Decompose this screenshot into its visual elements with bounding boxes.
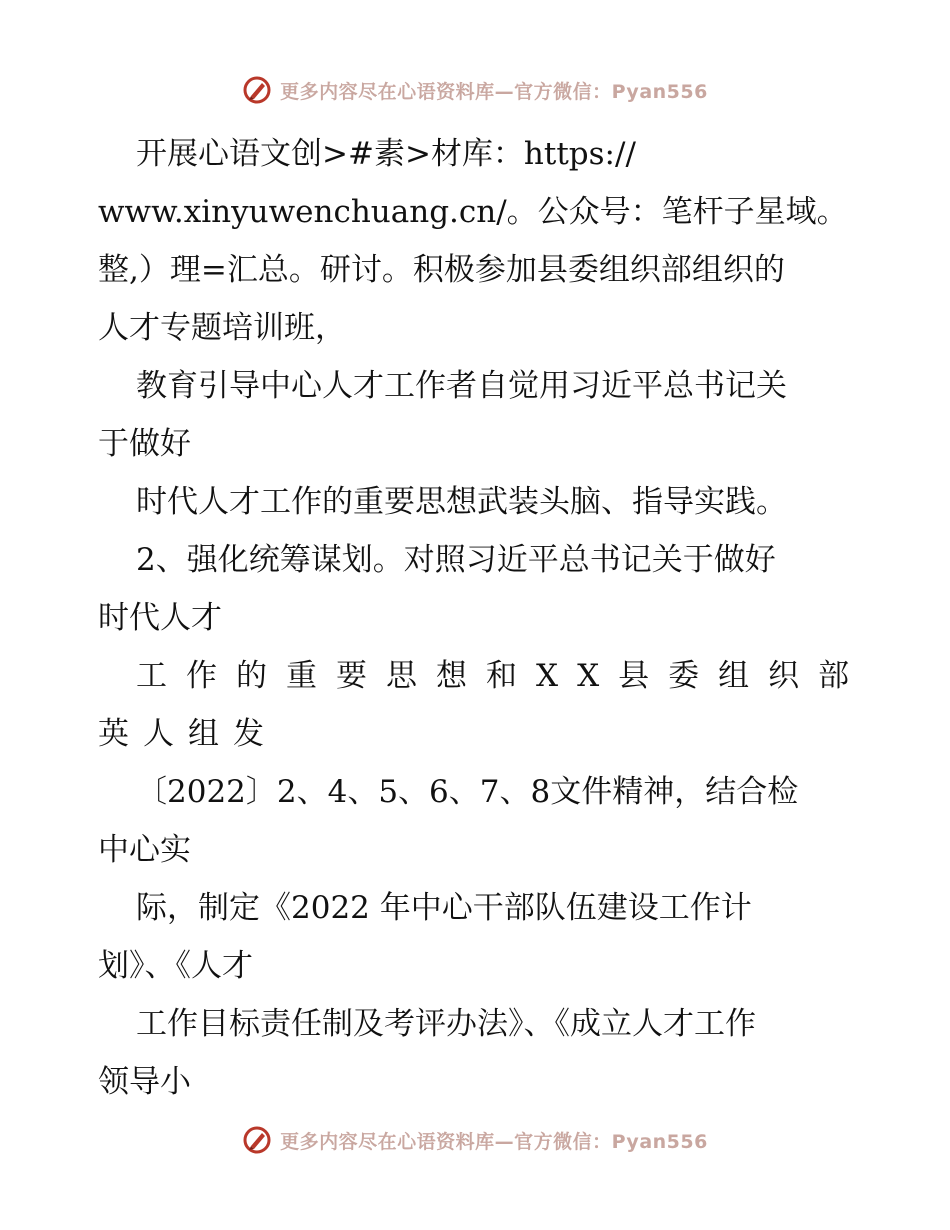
watermark-text: 更多内容尽在心语资料库—官方微信：Pyan556 bbox=[280, 80, 708, 103]
text-line: 划》、《人才 bbox=[98, 948, 253, 984]
text-line: 教育引导中心人才工作者自觉用习近平总书记关 bbox=[136, 368, 787, 404]
text-line: 整,）理=汇总。研讨。积极参加县委组织部组织的 bbox=[98, 252, 785, 288]
pen-logo-icon bbox=[242, 75, 272, 105]
text-line: 2、强化统筹谋划。对照习近平总书记关于做好 bbox=[136, 542, 776, 578]
text-line: 工作目标责任制及考评办法》、《成立人才工作 bbox=[136, 1006, 756, 1042]
text-line: 于做好 bbox=[98, 426, 191, 462]
text-line: 〔2022〕2、4、5、6、7、8文件精神，结合检 bbox=[136, 774, 799, 810]
text-line: 时代人才工作的重要思想武装头脑、指导实践。 bbox=[136, 484, 787, 520]
text-line: 开展心语文创>#素>材库：https:// bbox=[136, 136, 636, 172]
text-line: www.xinyuwenchuang.cn/。公众号：笔杆子星域。 bbox=[98, 194, 848, 230]
text-line: 英人组发 bbox=[98, 716, 278, 752]
text-line: 时代人才 bbox=[98, 600, 222, 636]
watermark-banner-bottom bbox=[0, 1120, 950, 1160]
text-line: 领导小 bbox=[98, 1064, 191, 1100]
text-line: 中心实 bbox=[98, 832, 191, 868]
watermark-banner-top bbox=[0, 70, 950, 110]
text-line: 际，制定《2022 年中心干部队伍建设工作计 bbox=[136, 890, 752, 926]
text-line: 工作的重要思想和XX县委组织部 bbox=[136, 658, 869, 694]
pen-logo-icon bbox=[242, 1125, 272, 1155]
text-line: 人才专题培训班， bbox=[98, 310, 346, 346]
watermark-text: 更多内容尽在心语资料库—官方微信：Pyan556 bbox=[280, 1130, 708, 1153]
